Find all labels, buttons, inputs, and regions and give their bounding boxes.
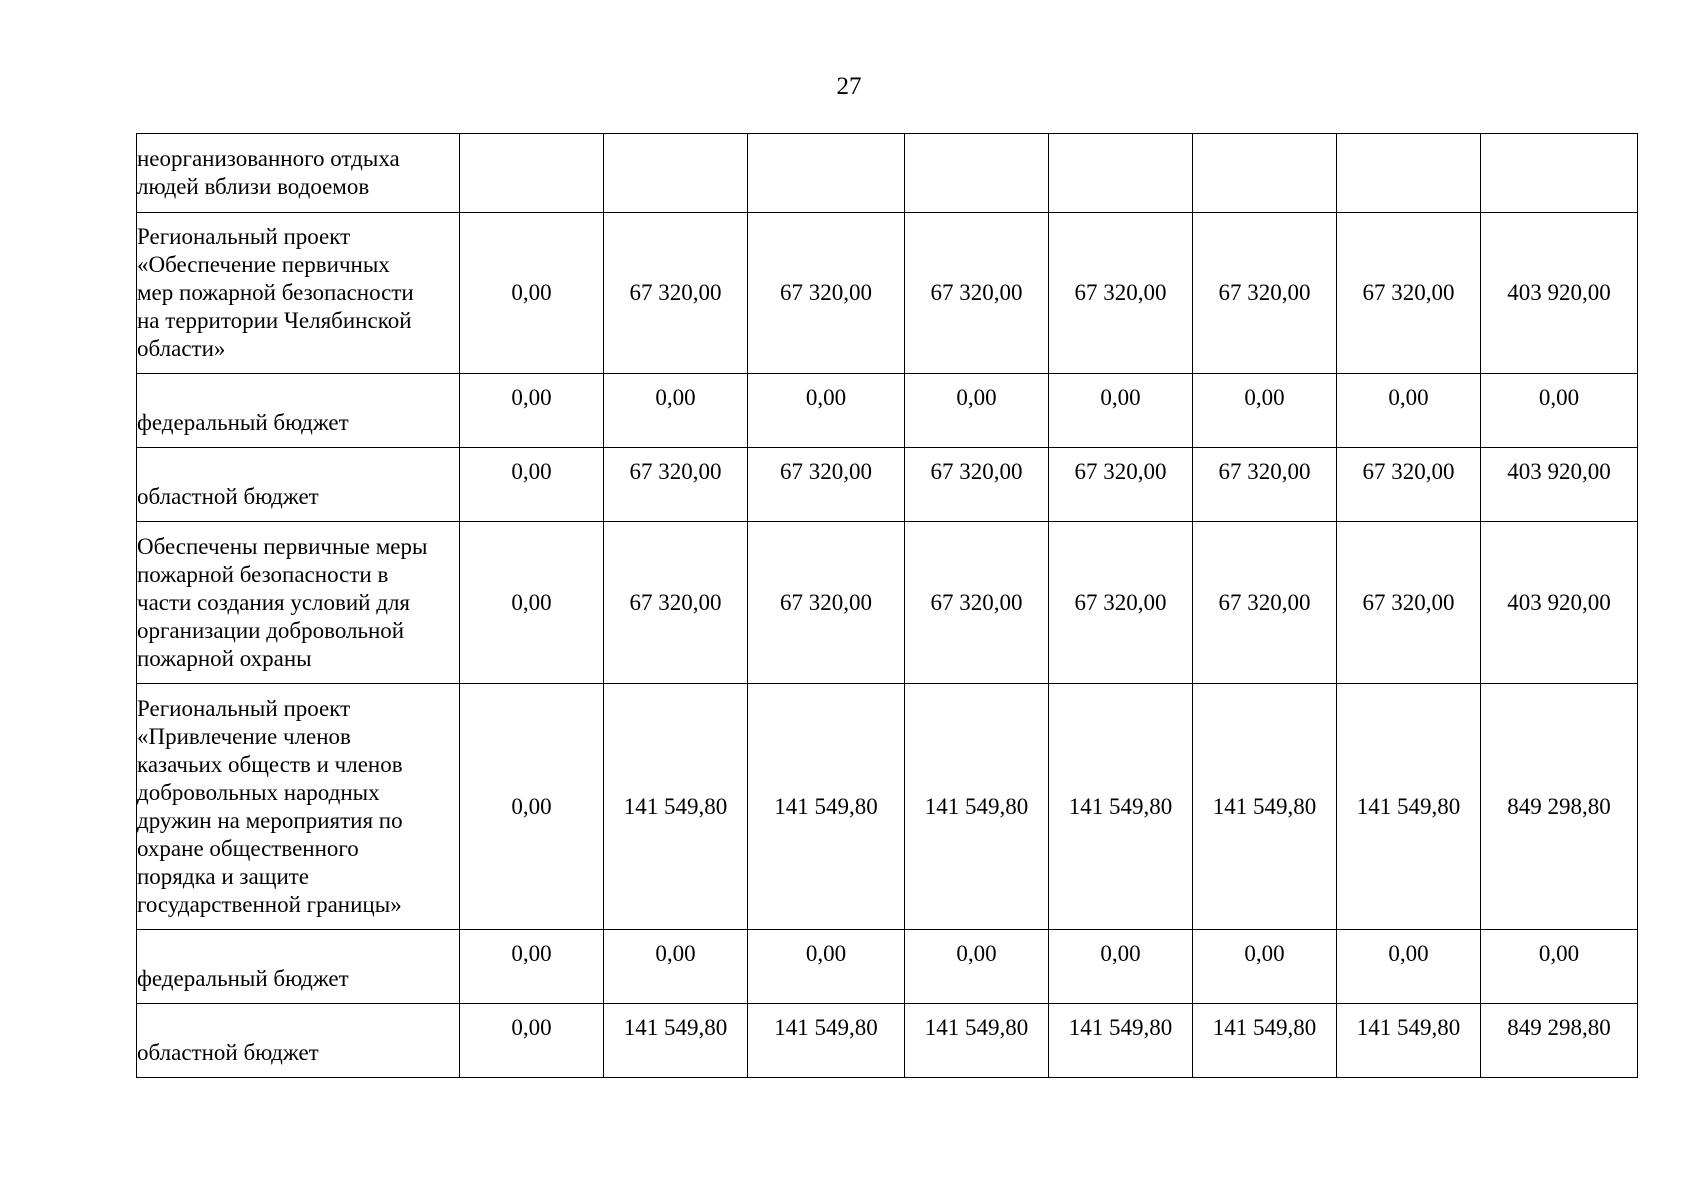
value-cell: 67 320,00 bbox=[604, 448, 748, 522]
label-line: государственной границы» bbox=[137, 891, 402, 917]
value-cell: 141 549,80 bbox=[604, 1004, 748, 1078]
label-line: казачьих обществ и членов bbox=[137, 751, 403, 777]
value-cell bbox=[905, 134, 1049, 213]
value-cell: 0,00 bbox=[1481, 930, 1638, 1004]
value-cell: 67 320,00 bbox=[1049, 213, 1193, 374]
value-cell: 67 320,00 bbox=[905, 522, 1049, 684]
table-row bbox=[137, 522, 1638, 684]
label-line: на территории Челябинской bbox=[137, 308, 412, 333]
value-cell: 0,00 bbox=[748, 930, 905, 1004]
value-cell: 403 920,00 bbox=[1481, 213, 1638, 374]
value-cell: 141 549,80 bbox=[1193, 684, 1337, 930]
value-cell: 403 920,00 bbox=[1481, 522, 1638, 684]
table-row bbox=[137, 930, 1638, 1004]
label-line: федеральный бюджет bbox=[137, 409, 349, 435]
value-cell: 0,00 bbox=[460, 1004, 604, 1078]
value-cell bbox=[1193, 134, 1337, 213]
table-row bbox=[137, 684, 1638, 930]
value-cell: 141 549,80 bbox=[1049, 1004, 1193, 1078]
row-label-cell bbox=[137, 930, 460, 1004]
value-cell: 0,00 bbox=[1193, 374, 1337, 448]
value-cell: 67 320,00 bbox=[1337, 213, 1481, 374]
value-cell: 0,00 bbox=[1049, 374, 1193, 448]
table-row bbox=[137, 1004, 1638, 1078]
row-label-cell bbox=[137, 134, 460, 213]
label-line: дружин на мероприятия по bbox=[137, 807, 403, 833]
value-cell: 141 549,80 bbox=[748, 1004, 905, 1078]
label-line: областной бюджет bbox=[137, 483, 319, 509]
value-cell bbox=[748, 134, 905, 213]
row-label-cell bbox=[137, 1004, 460, 1078]
label-line: мер пожарной безопасности bbox=[137, 280, 414, 305]
value-cell: 0,00 bbox=[460, 930, 604, 1004]
label-line: добровольных народных bbox=[137, 779, 380, 805]
label-line: охране общественного bbox=[137, 835, 359, 861]
value-cell: 0,00 bbox=[460, 684, 604, 930]
value-cell bbox=[1337, 134, 1481, 213]
table-row bbox=[137, 448, 1638, 522]
value-cell: 849 298,80 bbox=[1481, 684, 1638, 930]
label-line: неорганизованного отдыха bbox=[137, 146, 400, 171]
value-cell: 67 320,00 bbox=[748, 448, 905, 522]
label-line: части создания условий для bbox=[137, 589, 411, 615]
value-cell: 0,00 bbox=[460, 213, 604, 374]
table-row bbox=[137, 213, 1638, 374]
value-cell: 0,00 bbox=[604, 930, 748, 1004]
value-cell: 67 320,00 bbox=[1049, 448, 1193, 522]
label-line: людей вблизи водоемов bbox=[137, 174, 370, 199]
value-cell: 0,00 bbox=[1337, 930, 1481, 1004]
label-line: области» bbox=[137, 336, 226, 361]
value-cell: 403 920,00 bbox=[1481, 448, 1638, 522]
value-cell: 0,00 bbox=[748, 374, 905, 448]
value-cell: 0,00 bbox=[905, 374, 1049, 448]
label-line: пожарной охраны bbox=[137, 645, 312, 671]
label-line: Региональный проект bbox=[137, 695, 351, 721]
value-cell bbox=[604, 134, 748, 213]
value-cell: 141 549,80 bbox=[604, 684, 748, 930]
value-cell: 141 549,80 bbox=[1049, 684, 1193, 930]
value-cell: 67 320,00 bbox=[1193, 522, 1337, 684]
value-cell: 0,00 bbox=[1481, 374, 1638, 448]
label-line: пожарной безопасности в bbox=[137, 561, 389, 587]
row-label-cell bbox=[137, 448, 460, 522]
value-cell: 141 549,80 bbox=[1337, 684, 1481, 930]
value-cell: 0,00 bbox=[604, 374, 748, 448]
row-label-cell bbox=[137, 213, 460, 374]
value-cell: 67 320,00 bbox=[748, 522, 905, 684]
value-cell: 67 320,00 bbox=[1193, 448, 1337, 522]
value-cell: 67 320,00 bbox=[748, 213, 905, 374]
label-line: «Обеспечение первичных bbox=[137, 252, 390, 277]
label-line: Обеспечены первичные меры bbox=[137, 533, 428, 559]
value-cell: 67 320,00 bbox=[604, 213, 748, 374]
label-line: организации добровольной bbox=[137, 617, 405, 643]
table-row bbox=[137, 374, 1638, 448]
value-cell bbox=[460, 134, 604, 213]
value-cell: 67 320,00 bbox=[1337, 448, 1481, 522]
value-cell: 849 298,80 bbox=[1481, 1004, 1638, 1078]
value-cell: 0,00 bbox=[460, 374, 604, 448]
value-cell: 141 549,80 bbox=[1193, 1004, 1337, 1078]
value-cell: 67 320,00 bbox=[1049, 522, 1193, 684]
value-cell: 67 320,00 bbox=[604, 522, 748, 684]
label-line: областной бюджет bbox=[137, 1039, 319, 1065]
table-row bbox=[137, 134, 1638, 213]
budget-table bbox=[136, 133, 1638, 1078]
value-cell: 67 320,00 bbox=[1337, 522, 1481, 684]
value-cell bbox=[1481, 134, 1638, 213]
value-cell: 0,00 bbox=[1049, 930, 1193, 1004]
value-cell bbox=[1049, 134, 1193, 213]
value-cell: 67 320,00 bbox=[905, 213, 1049, 374]
row-label-cell bbox=[137, 684, 460, 930]
value-cell: 67 320,00 bbox=[905, 448, 1049, 522]
value-cell: 141 549,80 bbox=[1337, 1004, 1481, 1078]
label-line: федеральный бюджет bbox=[137, 965, 349, 991]
value-cell: 0,00 bbox=[1337, 374, 1481, 448]
page-number: 27 bbox=[836, 73, 862, 100]
value-cell: 0,00 bbox=[460, 448, 604, 522]
row-label-cell bbox=[137, 374, 460, 448]
value-cell: 0,00 bbox=[460, 522, 604, 684]
value-cell: 67 320,00 bbox=[1193, 213, 1337, 374]
value-cell: 141 549,80 bbox=[905, 684, 1049, 930]
value-cell: 141 549,80 bbox=[905, 1004, 1049, 1078]
label-line: «Привлечение членов bbox=[137, 723, 351, 749]
label-line: порядка и защите bbox=[137, 863, 310, 889]
row-label-cell bbox=[137, 522, 460, 684]
value-cell: 0,00 bbox=[905, 930, 1049, 1004]
value-cell: 0,00 bbox=[1193, 930, 1337, 1004]
value-cell: 141 549,80 bbox=[748, 684, 905, 930]
label-line: Региональный проект bbox=[137, 224, 351, 249]
